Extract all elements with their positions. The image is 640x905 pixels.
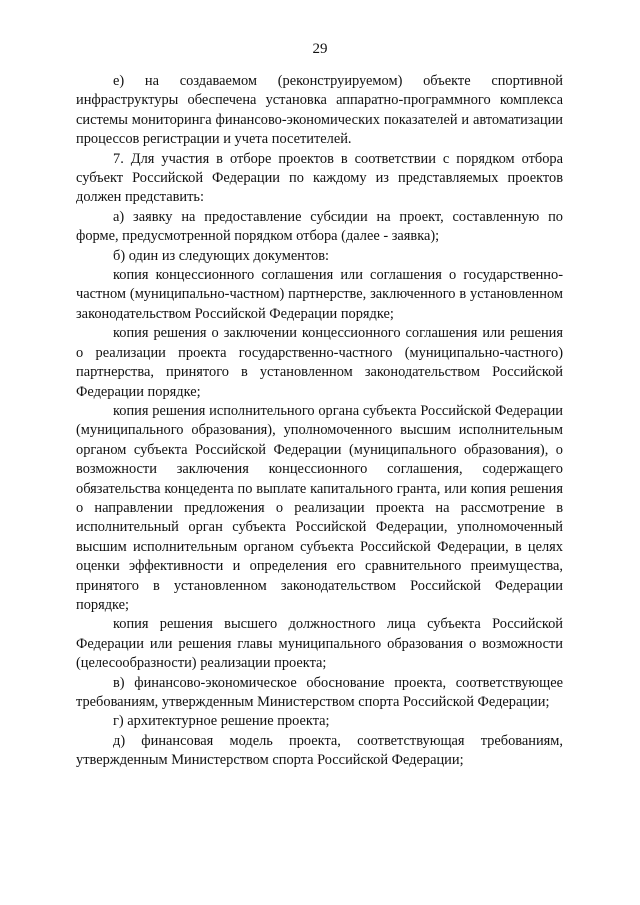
paragraph-item-e: е) на создаваемом (реконструируемом) объекте спортивной инфраструктуры обеспечена установка аппаратно-программного комплекса системы мониторинга финансово-экономических показателей и автоматизации процессов регистрации и учета посетителей. [76, 73, 563, 148]
paragraph-item-d: д) финансовая модель проекта, соответствующая требованиям, утвержденным Министерством спорта Российской Федерации; [76, 732, 563, 769]
document-body [76, 72, 563, 771]
paragraph-item-b: б) один из следующих документов: [113, 247, 329, 264]
paragraph-item-a: а) заявку на предоставление субсидии на проект, составленную по форме, предусмотренной порядком отбора (далее - заявка); [76, 208, 563, 245]
paragraph-executive-body-decision-copy: копия решения исполнительного органа субъекта Российской Федерации (муниципального образования), уполномоченного высшим исполнительным органом субъекта Российской Федерации (муниципального образования), о возможности заключения концессионного соглашения, содержащего обязательства концедента по выплате капитального гранта, или копия решения о направлении предложения о реализации проекта на рассмотрение в исполнительный орган субъекта Российской Федерации, уполномоченный высшим исполнительным органом субъекта Российской Федерации, в целях оценки эффективности и определения его сравнительного преимущества, принятого в установленном законодательством Российской Федерации порядке; [76, 402, 563, 613]
paragraph-section-7: 7. Для участия в отборе проектов в соответствии с порядком отбора субъект Российской Федерации по каждому из представляемых проектов должен представить: [76, 150, 563, 206]
paragraph-item-g: г) архитектурное решение проекта; [113, 713, 330, 730]
paragraph-item-v: в) финансово-экономическое обоснование проекта, соответствующее требованиям, утвержденным Министерством спорта Российской Федерации; [76, 674, 563, 710]
page-number: 29 [312, 41, 328, 57]
paragraph-concession-decision-copy: копия решения о заключении концессионного соглашения или решения о реализации проекта государственно-частного (муниципально-частного) партнерства, принятого в установленном законодательством Российской Федерации порядке; [76, 325, 563, 400]
paragraph-highest-official-decision-copy: копия решения высшего должностного лица субъекта Российской Федерации или решения главы муниципального образования о возможности (целесообразности) реализации проекта; [76, 616, 563, 672]
paragraph-concession-agreement-copy: копия концессионного соглашения или соглашения о государственно-частном (муниципально-частном) партнерстве, заключенного в установленном законодательством Российской Федерации порядке; [76, 267, 563, 322]
